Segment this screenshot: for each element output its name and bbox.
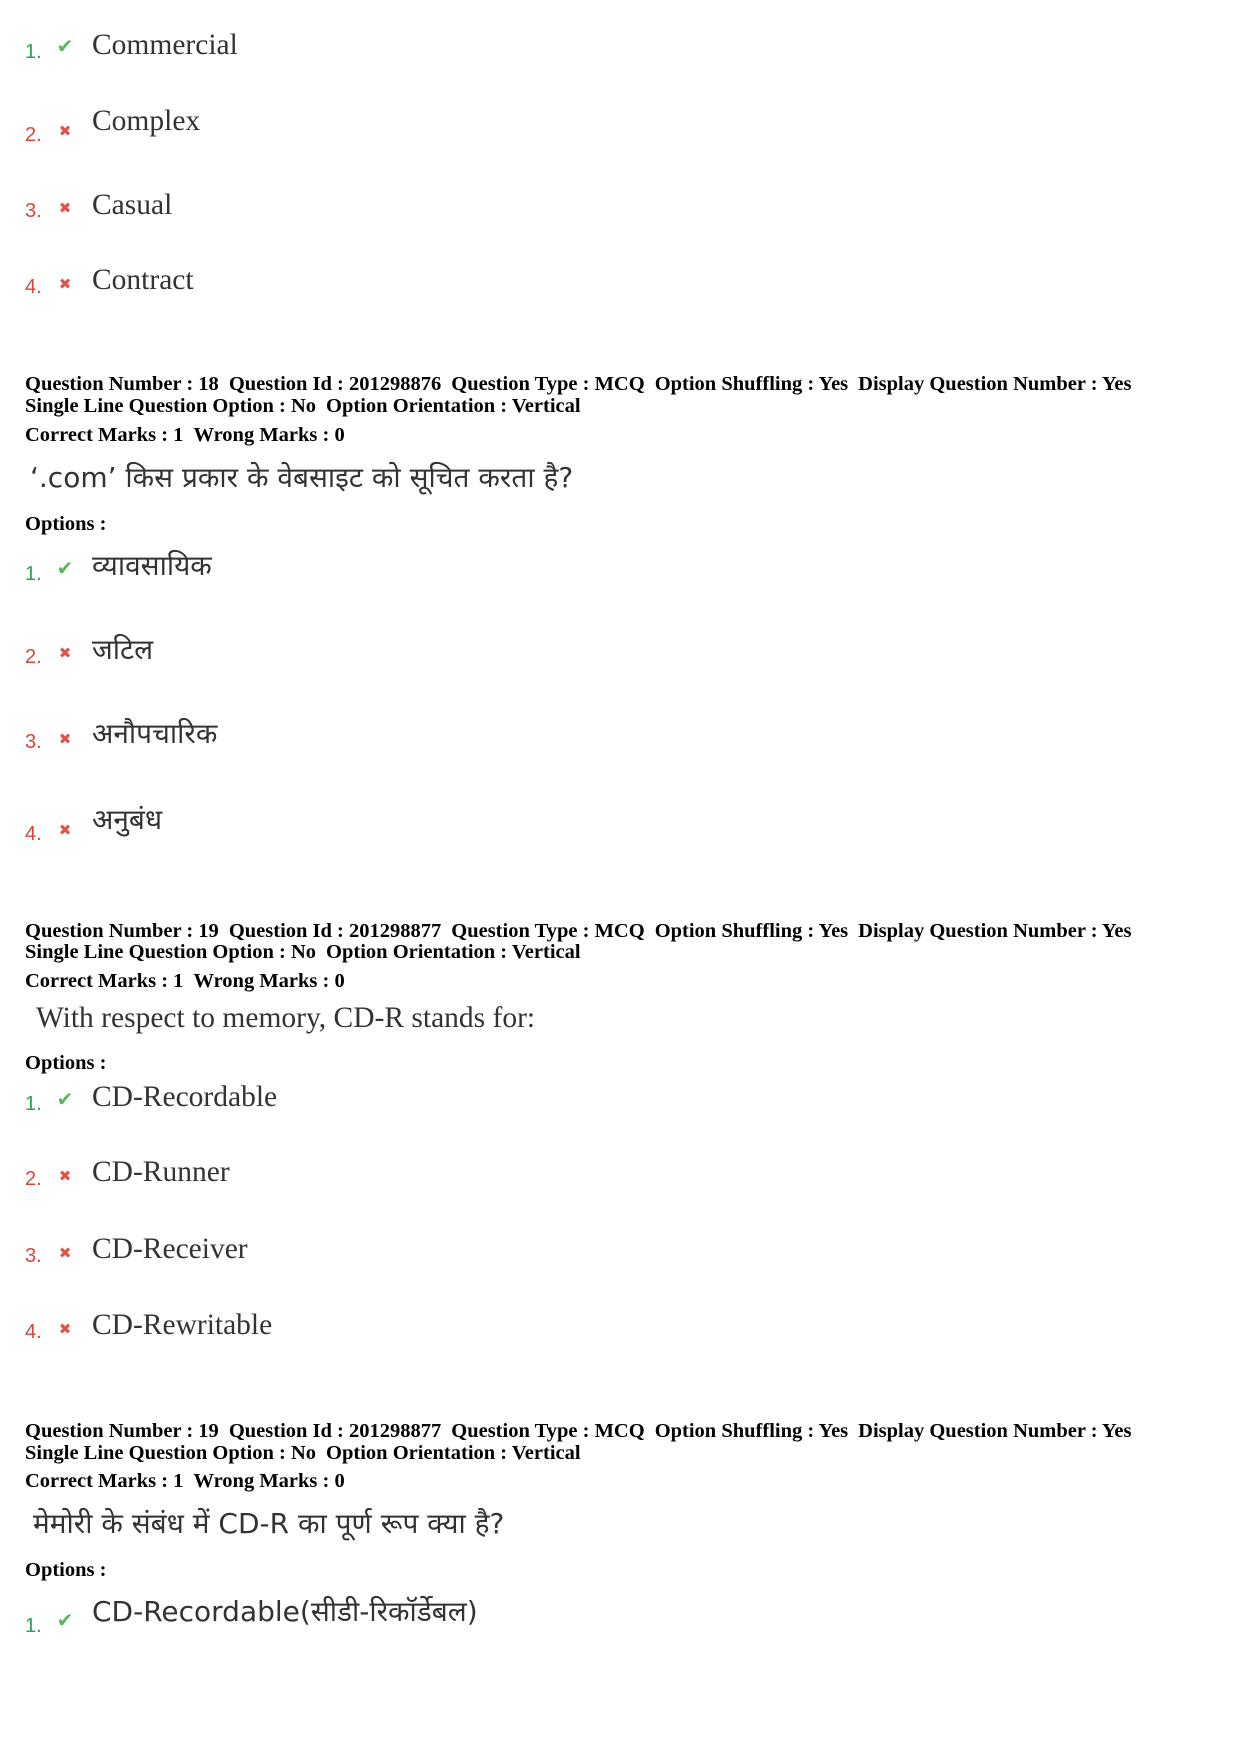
- question-meta-line: [25, 920, 1132, 942]
- option-number: 2.: [25, 124, 42, 146]
- option-number: 3.: [25, 731, 42, 753]
- option-row: [0, 1080, 720, 1120]
- option-text: व्यावसायिक: [92, 549, 212, 582]
- option-number: 1.: [25, 41, 42, 63]
- meta-field: Option Shuffling : Yes: [654, 920, 849, 942]
- meta-field: Display Question Number : Yes: [858, 920, 1132, 942]
- check-icon: [53, 1087, 77, 1111]
- meta-field: Option Shuffling : Yes: [654, 373, 849, 395]
- meta-field: Option Orientation : Vertical: [326, 941, 581, 963]
- option-row: [0, 1155, 720, 1195]
- cross-icon: [53, 194, 77, 218]
- meta-field: Display Question Number : Yes: [858, 373, 1132, 395]
- meta-field: Question Id : 201298877: [228, 920, 442, 942]
- meta-field: Question Number : 19: [25, 920, 219, 942]
- question-meta-line: [25, 1420, 1132, 1442]
- option-row: [0, 1592, 720, 1637]
- option-row: [0, 800, 720, 845]
- option-number: 1.: [25, 563, 42, 585]
- check-icon: [53, 556, 77, 580]
- marks-field: Wrong Marks : 0: [193, 1470, 345, 1492]
- question-meta-line: [25, 373, 1132, 395]
- option-text: CD-Recordable(सीडी-रिकॉर्डेबल): [92, 1595, 478, 1628]
- options-label: Options :: [25, 1559, 107, 1581]
- meta-field: Display Question Number : Yes: [858, 1420, 1132, 1442]
- option-text: Commercial: [92, 29, 238, 61]
- cross-icon: [53, 725, 77, 749]
- marks-field: Correct Marks : 1: [25, 1470, 184, 1492]
- meta-field: Question Id : 201298877: [228, 1420, 442, 1442]
- question-meta-line: [25, 1442, 581, 1464]
- marks-field: Wrong Marks : 0: [193, 424, 345, 446]
- option-number: 2.: [25, 646, 42, 668]
- option-number: 2.: [25, 1168, 42, 1190]
- cross-icon: [53, 1162, 77, 1186]
- option-number: 1.: [25, 1093, 42, 1115]
- option-row: [0, 546, 720, 586]
- options-label: Options :: [25, 513, 107, 535]
- option-row: [0, 630, 720, 670]
- option-row: [0, 188, 720, 228]
- option-row: [0, 104, 720, 144]
- meta-field: Question Number : 19: [25, 1420, 219, 1442]
- cross-icon: [53, 1315, 77, 1339]
- option-number: 4.: [25, 823, 42, 845]
- meta-field: Question Type : MCQ: [451, 373, 645, 395]
- meta-field: Question Number : 18: [25, 373, 219, 395]
- meta-field: Option Orientation : Vertical: [326, 395, 581, 417]
- option-row: [0, 28, 720, 68]
- question-meta-line: [25, 941, 581, 963]
- meta-field: Option Shuffling : Yes: [654, 1420, 849, 1442]
- marks-field: Correct Marks : 1: [25, 970, 184, 992]
- option-number: 3.: [25, 200, 42, 222]
- option-text: जटिल: [92, 633, 154, 666]
- option-number: 4.: [25, 1321, 42, 1343]
- cross-icon: [53, 270, 77, 294]
- option-number: 3.: [25, 1245, 42, 1267]
- option-row: [0, 714, 720, 754]
- option-text: CD-Rewritable: [92, 1309, 273, 1341]
- option-text: CD-Recordable: [92, 1081, 278, 1113]
- cross-icon: [53, 816, 77, 840]
- marks-line: [25, 970, 345, 992]
- question-text: ‘.com’ किस प्रकार के वेबसाइट को सूचित करता है?: [30, 461, 574, 494]
- meta-field: Single Line Question Option : No: [25, 1442, 317, 1464]
- option-text: अनौपचारिक: [92, 717, 218, 750]
- check-icon: [53, 34, 77, 58]
- option-text: CD-Receiver: [92, 1233, 248, 1265]
- meta-field: Single Line Question Option : No: [25, 941, 317, 963]
- check-icon: [53, 1608, 77, 1632]
- option-text: Casual: [92, 189, 173, 221]
- option-number: 1.: [25, 1615, 42, 1637]
- marks-line: [25, 1470, 345, 1492]
- options-label: Options :: [25, 1052, 107, 1074]
- cross-icon: [53, 639, 77, 663]
- option-text: अनुबंध: [92, 803, 163, 836]
- meta-field: Question Id : 201298876: [228, 373, 442, 395]
- option-number: 4.: [25, 276, 42, 298]
- meta-field: Option Orientation : Vertical: [326, 1442, 581, 1464]
- option-row: [0, 1308, 720, 1348]
- marks-field: Correct Marks : 1: [25, 424, 184, 446]
- option-text: Contract: [92, 264, 194, 296]
- option-row: [0, 263, 720, 303]
- option-text: Complex: [92, 105, 201, 137]
- question-text: With respect to memory, CD-R stands for:: [36, 1002, 536, 1034]
- meta-field: Question Type : MCQ: [451, 1420, 645, 1442]
- meta-field: Question Type : MCQ: [451, 920, 645, 942]
- cross-icon: [53, 117, 77, 141]
- marks-field: Wrong Marks : 0: [193, 970, 345, 992]
- question-text: मेमोरी के संबंध में CD-R का पूर्ण रूप क्या है?: [33, 1507, 505, 1540]
- question-meta-line: [25, 395, 581, 417]
- meta-field: Single Line Question Option : No: [25, 395, 317, 417]
- option-text: CD-Runner: [92, 1156, 230, 1188]
- cross-icon: [53, 1239, 77, 1263]
- marks-line: [25, 424, 345, 446]
- option-row: [0, 1232, 720, 1272]
